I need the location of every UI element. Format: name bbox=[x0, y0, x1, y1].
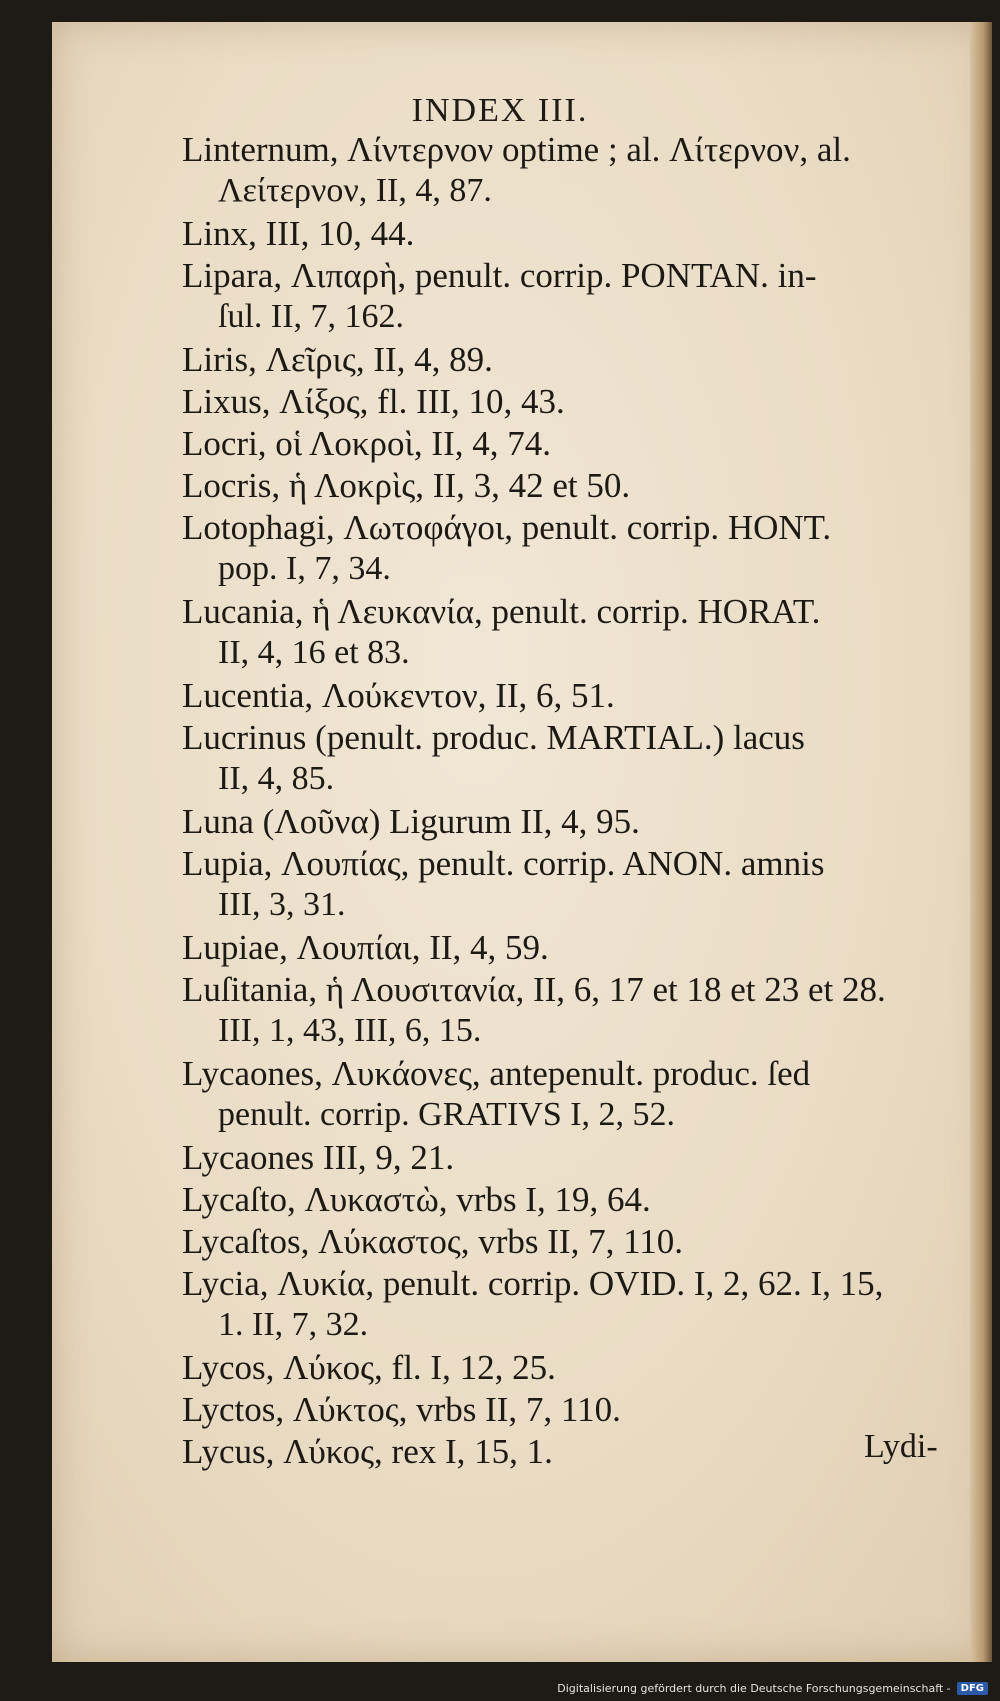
index-line: penult. corrip. GRATIVS I, 2, 52. bbox=[218, 1096, 676, 1133]
index-line: 1. II, 7, 32. bbox=[218, 1306, 369, 1343]
index-line: Lotophagi, Λωτοφάγοι, penult. corrip. HONT. bbox=[182, 508, 832, 547]
index-line: Lycos, Λύκος, fl. I, 12, 25. bbox=[182, 1348, 556, 1387]
index-line: Lucania, ἡ Λευκανία, penult. corrip. HORAT. bbox=[182, 592, 821, 631]
index-line: Lycaſto, Λυκαστὼ, vrbs I, 19, 64. bbox=[182, 1180, 651, 1219]
index-line: Locris, ἡ Λοκρὶς, II, 3, 42 et 50. bbox=[182, 466, 631, 505]
index-line: Lycia, Λυκία, penult. corrip. OVID. I, 2, 62. I, 15, bbox=[182, 1264, 884, 1303]
index-line: Lyctos, Λύκτος, vrbs II, 7, 110. bbox=[182, 1390, 621, 1429]
index-line: Lycaſtos, Λύκαστος, vrbs II, 7, 110. bbox=[182, 1222, 684, 1261]
index-line: Lycaones III, 9, 21. bbox=[182, 1138, 455, 1177]
index-line: II, 4, 85. bbox=[218, 760, 335, 797]
index-line: Lycus, Λύκος, rex I, 15, 1. bbox=[182, 1432, 553, 1471]
index-line: Linx, III, 10, 44. bbox=[182, 214, 415, 253]
index-line: Liris, Λεῖρις, II, 4, 89. bbox=[182, 340, 493, 379]
index-line: Λείτερνον, II, 4, 87. bbox=[218, 172, 492, 209]
catchword: Lydi- bbox=[864, 1428, 938, 1465]
index-line: Lixus, Λίξος, fl. III, 10, 43. bbox=[182, 382, 565, 421]
index-line: ſul. II, 7, 162. bbox=[218, 298, 405, 335]
index-line: Locri, οἱ Λοκροὶ, II, 4, 74. bbox=[182, 424, 551, 463]
index-line: III, 1, 43, III, 6, 15. bbox=[218, 1012, 482, 1049]
credit-text: Digitalisierung gefördert durch die Deutsche Forschungsgemeinschaft - bbox=[557, 1682, 951, 1695]
index-line: Lycaones, Λυκάονες, antepenult. produc. ſed bbox=[182, 1054, 811, 1093]
digitization-credit bbox=[557, 1682, 988, 1695]
running-head: INDEX III. bbox=[411, 92, 589, 129]
index-line: Lucrinus (penult. produc. MARTIAL.) lacus bbox=[182, 718, 805, 757]
index-line: Lupiae, Λουπίαι, II, 4, 59. bbox=[182, 928, 549, 967]
index-line: Lipara, Λιπαρὴ, penult. corrip. PONTAN. in- bbox=[182, 256, 817, 295]
index-line: III, 3, 31. bbox=[218, 886, 346, 923]
index-line: pop. I, 7, 34. bbox=[218, 550, 391, 587]
index-line: Lucentia, Λούκεντον, II, 6, 51. bbox=[182, 676, 615, 715]
index-line: II, 4, 16 et 83. bbox=[218, 634, 410, 671]
dfg-logo[interactable]: DFG bbox=[957, 1682, 988, 1695]
index-line: Luſitania, ἡ Λουσιτανία, II, 6, 17 et 18 et 23 et 28. bbox=[182, 970, 886, 1009]
index-line: Lupia, Λουπίας, penult. corrip. ANON. amnis bbox=[182, 844, 825, 883]
index-line: Luna (Λοῦνα) Ligurum II, 4, 95. bbox=[182, 802, 640, 841]
index-line: Linternum, Λίντερνον optime ; al. Λίτερνον, al. bbox=[182, 130, 851, 169]
